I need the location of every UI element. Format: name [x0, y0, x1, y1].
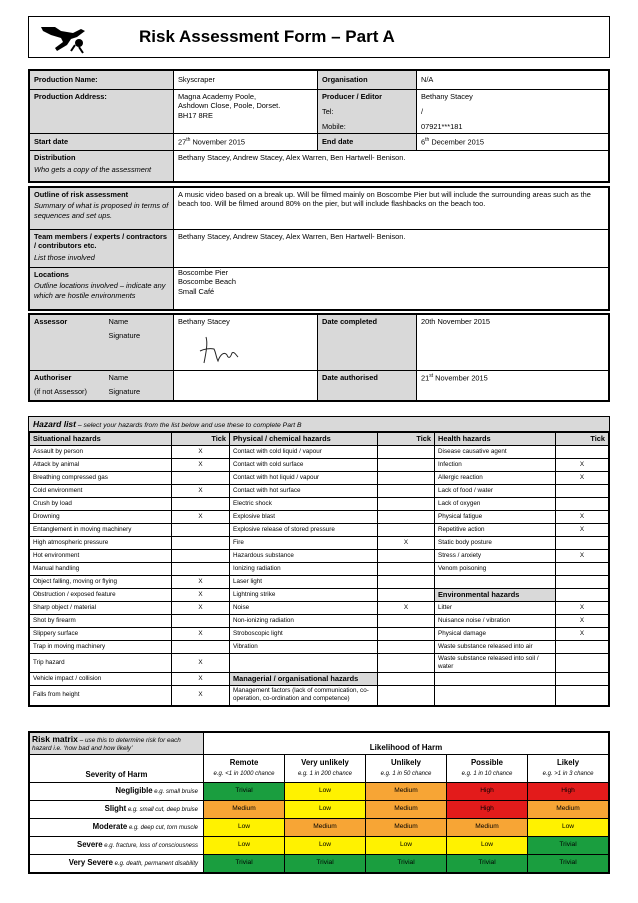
risk-cell-low: Low — [285, 801, 366, 819]
hazard-tick — [172, 524, 230, 537]
hazard-name: Manual handling — [30, 563, 172, 576]
hazard-name: Trip hazard — [30, 654, 172, 673]
hazard-row — [30, 537, 609, 550]
team-value: Bethany Stacey, Andrew Stacey, Alex Warren, Ben Hartwell- Benison. — [174, 230, 609, 268]
hazard-row — [30, 589, 609, 602]
health-header: Health hazards — [435, 433, 556, 446]
hazard-tick: X — [556, 524, 609, 537]
hazard-tick — [378, 485, 435, 498]
hazard-name: Static body posture — [435, 537, 556, 550]
hazard-table — [29, 432, 609, 706]
locations-label: Locations — [34, 270, 69, 279]
assessment-details — [28, 186, 610, 311]
hazard-name: Breathing compressed gas — [30, 472, 172, 485]
hazard-name: Repetitive action — [435, 524, 556, 537]
start-date-label: Start date — [30, 134, 174, 151]
date-authorised-label: Date authorised — [318, 371, 417, 401]
hazard-row — [30, 628, 609, 641]
risk-cell-low: Low — [204, 837, 285, 855]
hazard-name: Vibration — [230, 641, 378, 654]
risk-cell-trivial: Trivial — [528, 855, 609, 873]
hazard-tick — [556, 589, 609, 602]
hazard-tick — [556, 563, 609, 576]
team-hint: List those involved — [34, 252, 95, 262]
hazard-tick — [378, 511, 435, 524]
risk-cell-medium: Medium — [285, 819, 366, 837]
risk-cell-trivial: Trivial — [528, 837, 609, 855]
risk-cell-low: Low — [528, 819, 609, 837]
hazard-name: Contact with hot liquid / vapour — [230, 472, 378, 485]
hazard-tick — [556, 654, 609, 673]
managerial-header: Managerial / organisational hazards — [230, 672, 378, 685]
hazard-name: Disease causative agent — [435, 446, 556, 459]
production-name-value: Skyscraper — [174, 71, 318, 90]
outline-hint: Summary of what is proposed in terms of sequences and set ups. — [34, 201, 169, 220]
date-completed-value: 20th November 2015 — [417, 315, 609, 371]
severity-row — [30, 783, 609, 801]
organisation-value: N/A — [417, 71, 609, 90]
hazard-name — [435, 576, 556, 589]
authoriser-label-cell — [30, 371, 105, 401]
hazard-name: Ionizing radiation — [230, 563, 378, 576]
hazard-name: Fire — [230, 537, 378, 550]
hazard-tick: X — [556, 472, 609, 485]
hazard-tick — [172, 550, 230, 563]
hazard-row — [30, 472, 609, 485]
sign-off — [28, 313, 610, 402]
severity-label: Very Severe e.g. death, permanent disability — [30, 855, 204, 873]
distribution-label: Distribution — [34, 153, 76, 162]
distribution-value: Bethany Stacey, Andrew Stacey, Alex Warren, Ben Hartwell- Benison. — [174, 151, 609, 182]
risk-cell-trivial: Trivial — [204, 783, 285, 801]
risk-cell-medium: Medium — [447, 819, 528, 837]
likelihood-column-4: Likely e.g. >1 in 3 chance — [528, 755, 609, 783]
hazard-name: Hazardous substance — [230, 550, 378, 563]
hazard-name: Physical fatigue — [435, 511, 556, 524]
hazard-name: Slippery surface — [30, 628, 172, 641]
hazard-name: Lightning strike — [230, 589, 378, 602]
hazard-tick — [172, 615, 230, 628]
hazard-row — [30, 485, 609, 498]
outline-label: Outline of risk assessment — [34, 190, 129, 199]
hazard-tick — [172, 498, 230, 511]
risk-cell-trivial: Trivial — [447, 855, 528, 873]
hazard-name — [435, 685, 556, 705]
team-label-cell — [30, 230, 174, 268]
hazard-row — [30, 685, 609, 705]
hazard-name: Nuisance noise / vibration — [435, 615, 556, 628]
hazard-tick — [378, 498, 435, 511]
hazard-tick — [556, 576, 609, 589]
address-line-3: BH17 8RE — [178, 110, 213, 120]
locations-value — [174, 268, 609, 310]
hazard-tick: X — [556, 615, 609, 628]
hazard-name: Noise — [230, 602, 378, 615]
severity-row — [30, 801, 609, 819]
hazard-name: Explosive blast — [230, 511, 378, 524]
hazard-tick — [378, 563, 435, 576]
hazard-tick — [556, 446, 609, 459]
risk-cell-low: Low — [204, 819, 285, 837]
hazard-tick — [378, 615, 435, 628]
team-label: Team members / experts / contractors / contributors etc. — [34, 232, 167, 251]
authoriser-name-label: Name — [108, 373, 129, 382]
hazard-name — [230, 654, 378, 673]
hazard-tick: X — [172, 672, 230, 685]
address-line-1: Magna Academy Poole, — [178, 92, 257, 101]
risk-matrix — [28, 731, 610, 874]
hazard-name: Contact with cold surface — [230, 459, 378, 472]
hazard-name: Laser light — [230, 576, 378, 589]
matrix-column-headers — [30, 755, 609, 783]
production-address-value — [174, 90, 318, 134]
hazard-name: Contact with hot surface — [230, 485, 378, 498]
hazard-tick — [378, 524, 435, 537]
tick-header-1: Tick — [172, 433, 230, 446]
hazard-tick: X — [556, 459, 609, 472]
producer-label: Producer / Editor — [322, 92, 382, 101]
hazard-tick — [172, 641, 230, 654]
hazard-tick: X — [172, 485, 230, 498]
hazard-name: Explosive release of stored pressure — [230, 524, 378, 537]
hazard-tick — [378, 628, 435, 641]
likelihood-header: Likelihood of Harm — [204, 733, 609, 755]
hazard-name: Waste substance released into air — [435, 641, 556, 654]
hazard-tick: X — [172, 628, 230, 641]
tick-header-3: Tick — [556, 433, 609, 446]
hazard-row — [30, 602, 609, 615]
hazard-name: Entanglement in moving machinery — [30, 524, 172, 537]
hazard-name: Vehicle impact / collision — [30, 672, 172, 685]
mobile-label: Mobile: — [322, 121, 346, 131]
hazard-tick: X — [172, 576, 230, 589]
hazard-tick — [378, 641, 435, 654]
hazard-name: Lack of food / water — [435, 485, 556, 498]
hazard-row — [30, 550, 609, 563]
hazard-name: Falls from height — [30, 685, 172, 705]
hazard-tick — [172, 472, 230, 485]
tick-header-2: Tick — [378, 433, 435, 446]
hazard-name: High atmospheric pressure — [30, 537, 172, 550]
likelihood-column-0: Remote e.g. <1 in 1000 chance — [204, 755, 285, 783]
hazard-tick — [378, 576, 435, 589]
hazard-row — [30, 459, 609, 472]
hazard-list-title-bar — [29, 417, 609, 432]
address-line-2: Ashdown Close, Poole, Dorset. — [178, 101, 281, 111]
hazard-name — [435, 672, 556, 685]
hazard-name: Hot environment — [30, 550, 172, 563]
tel-value: / — [421, 107, 424, 117]
hazard-tick — [378, 459, 435, 472]
producer-labels — [318, 90, 417, 134]
hazard-list — [28, 416, 610, 707]
matrix-title-row — [30, 733, 609, 755]
hazard-name: Management factors (lack of communication, co-operation, co-ordination and competence) — [230, 685, 378, 705]
hazard-tick — [378, 672, 435, 685]
hazard-name: Non-ionizing radiation — [230, 615, 378, 628]
end-date-value: 6th December 2015 — [417, 134, 609, 151]
hazard-row — [30, 654, 609, 673]
severity-row — [30, 819, 609, 837]
assessor-name: Bethany Stacey — [178, 317, 230, 326]
hazard-name: Trap in moving machinery — [30, 641, 172, 654]
form-title: Risk Assessment Form – Part A — [139, 27, 395, 46]
hazard-name: Attack by animal — [30, 459, 172, 472]
hazard-tick: X — [556, 550, 609, 563]
producer-value: Bethany Stacey — [421, 92, 473, 101]
risk-matrix-table — [29, 732, 609, 873]
assessor-field-labels — [105, 315, 174, 371]
severity-label: Severe e.g. fracture, loss of consciousness — [30, 837, 204, 855]
risk-cell-trivial: Trivial — [366, 855, 447, 873]
hazard-name: Drowning — [30, 511, 172, 524]
location-3: Small Café — [178, 286, 215, 296]
hazard-row — [30, 446, 609, 459]
hazard-tick — [378, 550, 435, 563]
hazard-tick: X — [378, 537, 435, 550]
producer-values — [417, 90, 609, 134]
risk-cell-low: Low — [285, 837, 366, 855]
hazard-list-title: Hazard list — [33, 419, 76, 429]
hazard-tick — [378, 472, 435, 485]
risk-cell-trivial: Trivial — [285, 855, 366, 873]
hazard-name: Lack of oxygen — [435, 498, 556, 511]
hazard-row — [30, 672, 609, 685]
hazard-row — [30, 498, 609, 511]
hazard-name: Allergic reaction — [435, 472, 556, 485]
hazard-tick: X — [172, 446, 230, 459]
form-header — [28, 16, 610, 58]
hazard-tick: X — [378, 602, 435, 615]
severity-row — [30, 837, 609, 855]
severity-label: Negligible e.g. small bruise — [30, 783, 204, 801]
matrix-title-cell — [30, 733, 204, 755]
authoriser-signature-label: Signature — [108, 387, 141, 397]
hazard-tick: X — [172, 589, 230, 602]
tel-label: Tel: — [322, 107, 334, 117]
hazard-name: Waste substance released into soil / water — [435, 654, 556, 673]
hazard-tick — [378, 446, 435, 459]
hazard-tick: X — [172, 654, 230, 673]
location-2: Boscombe Beach — [178, 277, 236, 287]
severity-row — [30, 855, 609, 873]
hazard-list-subtitle: – select your hazards from the list below and use these to complete Part B — [76, 422, 302, 429]
hazard-row — [30, 615, 609, 628]
hazard-tick: X — [556, 628, 609, 641]
assessor-signature-label: Signature — [108, 331, 141, 341]
risk-cell-medium: Medium — [366, 819, 447, 837]
hazard-tick: X — [172, 459, 230, 472]
hazard-name: Sharp object / material — [30, 602, 172, 615]
authoriser-label: Authoriser — [34, 373, 72, 382]
hazard-tick: X — [556, 602, 609, 615]
hazard-name: Assault by person — [30, 446, 172, 459]
hazard-tick — [556, 498, 609, 511]
production-name-label: Production Name: — [30, 71, 174, 90]
hazard-name: Stroboscopic light — [230, 628, 378, 641]
severity-label: Moderate e.g. deep cut, torn muscle — [30, 819, 204, 837]
situational-header: Situational hazards — [30, 433, 172, 446]
hazard-tick — [378, 589, 435, 602]
hazard-tick — [172, 537, 230, 550]
matrix-title: Risk matrix — [32, 734, 78, 744]
location-1: Boscombe Pier — [178, 268, 229, 277]
matrix-hint: – use this to determine risk for each hazard i.e. ‘how bad and how likely’ — [32, 737, 181, 752]
hazard-tick — [556, 672, 609, 685]
hazard-name: Obstruction / exposed feature — [30, 589, 172, 602]
hazard-tick — [556, 641, 609, 654]
locations-label-cell — [30, 268, 174, 310]
hazard-tick — [556, 537, 609, 550]
locations-hint: Outline locations involved – indicate any which are hostile environments — [34, 281, 166, 300]
production-address-label: Production Address: — [30, 90, 174, 134]
hazard-name: Litter — [435, 602, 556, 615]
risk-cell-high: High — [528, 783, 609, 801]
physical-header: Physical / chemical hazards — [230, 433, 378, 446]
severity-label: Slight e.g. small cut, deep bruise — [30, 801, 204, 819]
risk-cell-medium: Medium — [528, 801, 609, 819]
start-date-value: 27th November 2015 — [174, 134, 318, 151]
hazard-name: Electric shock — [230, 498, 378, 511]
likelihood-column-3: Possible e.g. 1 in 10 chance — [447, 755, 528, 783]
likelihood-column-1: Very unlikely e.g. 1 in 200 chance — [285, 755, 366, 783]
hazard-name: Infection — [435, 459, 556, 472]
signature-image — [194, 335, 244, 365]
hazard-name: Contact with cold liquid / vapour — [230, 446, 378, 459]
distribution-label-cell — [30, 151, 174, 182]
risk-cell-medium: Medium — [366, 801, 447, 819]
hazard-row — [30, 511, 609, 524]
hazard-row — [30, 563, 609, 576]
hazard-row — [30, 524, 609, 537]
hazard-tick: X — [172, 602, 230, 615]
hazard-name: Shot by firearm — [30, 615, 172, 628]
hazard-tick — [172, 563, 230, 576]
hazard-tick — [378, 685, 435, 705]
hazard-row — [30, 641, 609, 654]
distribution-hint: Who gets a copy of the assessment — [34, 165, 152, 175]
date-completed-label: Date completed — [318, 315, 417, 371]
date-authorised-value: 21st November 2015 — [417, 371, 609, 401]
outline-label-cell — [30, 188, 174, 230]
risk-cell-medium: Medium — [366, 783, 447, 801]
hazard-tick — [378, 654, 435, 673]
likelihood-column-2: Unlikely e.g. 1 in 50 chance — [366, 755, 447, 783]
hazard-name: Stress / anxiety — [435, 550, 556, 563]
assessor-label: Assessor — [30, 315, 105, 371]
falling-person-icon — [35, 21, 95, 55]
end-date-label: End date — [318, 134, 417, 151]
hazard-table-header — [30, 433, 609, 446]
hazard-name: Crush by load — [30, 498, 172, 511]
hazard-name: Cold environment — [30, 485, 172, 498]
hazard-name: Physical damage — [435, 628, 556, 641]
hazard-tick — [556, 685, 609, 705]
risk-cell-low: Low — [366, 837, 447, 855]
risk-cell-low: Low — [285, 783, 366, 801]
hazard-name: Venom poisoning — [435, 563, 556, 576]
risk-cell-trivial: Trivial — [204, 855, 285, 873]
authoriser-values — [174, 371, 318, 401]
organisation-label: Organisation — [318, 71, 417, 90]
risk-cell-low: Low — [447, 837, 528, 855]
hazard-name: Object falling, moving or flying — [30, 576, 172, 589]
outline-value: A music video based on a break up. Will be filmed mainly on Boscombe Pier but will include the surrounding areas such as the beach too. Will be filmed around 80% on the pier, but will include flashbacks on the beach too. — [174, 188, 609, 230]
hazard-tick: X — [172, 511, 230, 524]
assessor-values — [174, 315, 318, 371]
risk-cell-high: High — [447, 783, 528, 801]
severity-header: Severity of Harm — [30, 755, 204, 783]
mobile-value: 07921***181 — [421, 121, 463, 131]
authoriser-field-labels — [105, 371, 174, 401]
assessor-name-label: Name — [108, 317, 129, 326]
hazard-tick: X — [172, 685, 230, 705]
hazard-row — [30, 576, 609, 589]
environmental-header: Environmental hazards — [435, 589, 556, 602]
if-not-assessor: (if not Assessor) — [34, 387, 87, 397]
hazard-tick: X — [556, 511, 609, 524]
production-details — [28, 69, 610, 183]
risk-cell-medium: Medium — [204, 801, 285, 819]
hazard-tick — [556, 485, 609, 498]
risk-cell-high: High — [447, 801, 528, 819]
